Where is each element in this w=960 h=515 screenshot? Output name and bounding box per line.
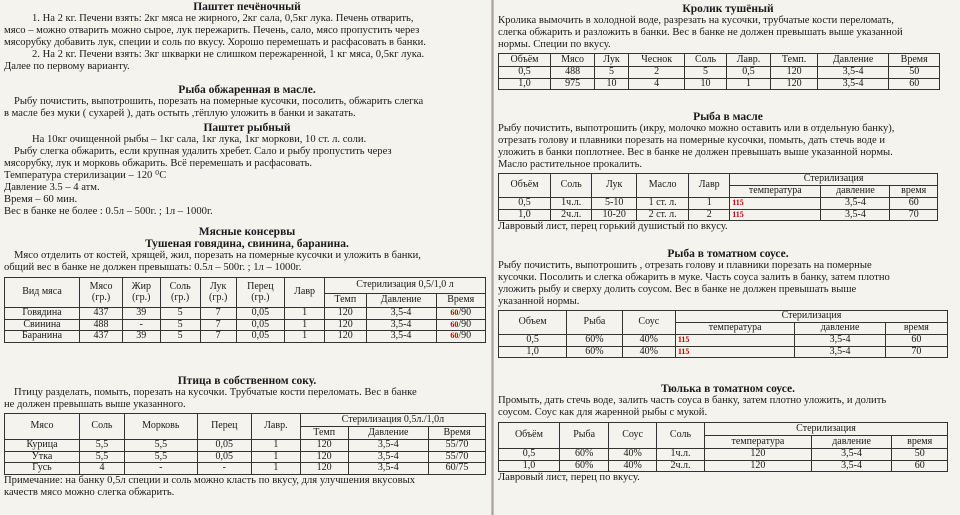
table-cell: 60 [889,78,940,90]
table-cell: 1ч.л. [656,449,704,461]
table-cell: Гусь [5,463,80,475]
table-cell: 1ч.л. [551,198,592,210]
table-cell: 40% [609,449,657,461]
table-cell [436,319,485,331]
printed-value: /90 [458,318,472,330]
table-cell: Утка [5,451,80,463]
table-cell: 5 [160,331,200,343]
table-cell: 3,5-4 [348,440,429,452]
text-line: указанной нормы. [498,296,580,307]
table-cell: 975 [551,78,595,90]
table-cell: 120 [325,319,366,331]
fish-tomato-table [498,310,948,358]
table-cell [436,331,485,343]
handwritten-value: 115 [677,335,690,344]
table-cell: 0,05 [236,308,284,320]
table-cell: 10 [595,78,629,90]
table-cell: 4 [628,78,685,90]
text-line: кусочки. Посолить и слегка обжарить в муке. Часть соуса залить в банку, затем плотно [498,272,890,283]
section-subtitle: Тушеная говядина, свинина, баранина. [145,238,349,250]
sub-header: Давление [348,427,429,440]
sub-header: время [892,436,948,449]
table-cell: 10-20 [592,209,637,221]
table-cell: 1 [285,308,325,320]
col-header: Перец (гр.) [236,278,284,308]
sub-header: температура [705,436,812,449]
col-header: Лавр. [251,414,300,440]
table-cell: 488 [80,319,123,331]
table-cell: 3,5-4 [811,460,892,472]
col-header: Объём [499,174,551,198]
table-cell: 1 [251,440,300,452]
col-header: Соль [685,54,726,67]
table-cell: 5 [160,308,200,320]
table-cell: 3,5-4 [348,463,429,475]
table-cell: 3,5-4 [811,449,892,461]
table-cell: 5,5 [80,440,125,452]
table-cell: 50 [889,67,940,79]
text-line: 1. На 2 кг. Печени взять: 2кг мяса не жирного, 2кг сала, 0,5кг лука. Печень отварить, [32,13,414,24]
table-cell: 437 [80,308,123,320]
col-header: Стерилизация 0,5л./1,0л [300,414,485,427]
table-row [5,440,486,452]
sub-header: давление [795,323,885,335]
col-header: Лавр. [726,54,771,67]
table-cell: 120 [325,331,366,343]
text-line: Рыбу почистить, выпотрошить, порезать на померные кусочки, посолить, обжарить слегка [14,96,424,107]
section-myasnye [4,226,490,343]
sub-header: Темп [325,294,366,308]
table-row [499,78,940,90]
table-cell: 0,05 [236,331,284,343]
note-line: качеств мясо можно слегка обжарить. [4,486,175,498]
section-tyulka [498,383,958,484]
table-cell: 5 [685,67,726,79]
table-cell: 60% [567,335,622,347]
table-cell: 2ч.л. [551,209,592,221]
table-cell: Свинина [5,319,80,331]
text-line: Промыть, дать стечь воде, залить часть соуса в банку, затем плотно уложить, и долить [498,395,887,406]
col-header: Лавр [689,174,730,198]
text-line: Лавровый лист, перец горький душистый по вкусу. [498,221,728,232]
col-header: Чеснок [628,54,685,67]
table-cell: 3,5-4 [795,346,885,358]
col-header: Объем [499,311,567,335]
text-line: отрезать голову и плавники порезать на померные кусочки, помыть, дать стечь воде и [498,135,886,146]
sub-header: Время [429,427,486,440]
col-header: Соль [551,174,592,198]
table-cell: 40% [622,335,675,347]
section-title: Паштет печёночный [193,1,301,13]
sub-header: время [890,186,938,198]
table-cell: 1 ст. л. [637,198,689,210]
col-header: Перец [197,414,251,440]
table-cell: 39 [123,331,160,343]
table-cell: 0,5 [499,335,567,347]
table-row [5,331,486,343]
table-cell: 60/75 [429,463,486,475]
text-line: соусом. Соус как для жаренной рыбы с мукой. [498,407,708,418]
col-header: Объём [499,423,560,449]
text-line: мясорубку, лук и морковь обжарить. Всё перемешать и расфасовать. [4,158,313,169]
text-line: Давление 3.5 – 4 атм. [4,182,100,193]
section-title: Рыба обжаренная в масле. [178,84,316,96]
table-cell: 1 [285,319,325,331]
table-cell: 5,5 [124,440,197,452]
table-cell: 1,0 [499,209,551,221]
table-cell [436,308,485,320]
table-cell: 1 [251,463,300,475]
table-cell: 60% [559,460,608,472]
col-header: Вид мяса [5,278,80,308]
text-line: 2. На 2 кг. Печени взять: 3кг шкварки не слишком пережаренной, 1 кг мяса, 0,5кг лука. [32,49,425,60]
table-cell: 120 [771,67,817,79]
section-title: Мясные консервы [198,226,296,238]
table-cell: - [124,463,197,475]
text-line: Время – 60 мин. [4,194,78,205]
text-line: Лавровый лист, перец по вкусу. [498,472,640,483]
table-cell: Баранина [5,331,80,343]
table-cell: 1 [689,198,730,210]
printed-value: /90 [458,307,472,318]
text-line: Вес в банке не более : 0.5л – 500г. ; 1л – 1000г. [4,206,213,217]
table-cell: 7 [200,308,236,320]
col-header: Лук [592,174,637,198]
text-line: не должен превышать выше указанного. [4,399,186,410]
table-row [499,198,938,210]
sub-header: температура [730,186,821,198]
handwritten-value: 115 [677,346,690,356]
handwritten-value: 60 [450,308,459,317]
text-line: Птицу разделать, помыть, порезать на кусочки. Трубчатые кости переломать. Вес в банке [14,387,417,398]
col-header: Мясо [5,414,80,440]
table-cell: 120 [300,463,348,475]
sub-header: давление [821,186,890,198]
sprat-table [498,422,948,472]
col-header: Жир (гр.) [123,278,160,308]
table-cell [675,346,795,358]
table-cell [730,198,821,210]
table-cell: 488 [551,67,595,79]
section-title: Кролик тушёный [682,3,774,15]
table-cell: 55/70 [429,451,486,463]
col-header: Соль [80,414,125,440]
text-line: Кролика вымочить в холодной воде, разрезать на кусочки, трубчатые кости переломать, [498,15,894,26]
note-line: Примечание: на банку 0,5л специи и соль можно класть по вкусу, для улучшения вкусовых [4,474,415,486]
table-cell: - [197,463,251,475]
sub-header: Темп [300,427,348,440]
table-cell [730,209,821,221]
text-line: Рыбу почистить, выпотрошить , отрезать голову и плавники порезать на померные [498,260,872,271]
table-row [5,308,486,320]
meat-table [4,277,486,343]
col-header: Стерилизация [705,423,948,436]
table-cell: 40% [622,346,675,358]
table-row [5,451,486,463]
text-line: Рыбу почистить, выпотрошить (икру, молочко можно оставить или в отдельную банку), [498,123,895,134]
table-cell: 60% [559,449,608,461]
section-title: Паштет рыбный [203,122,291,134]
text-line: Мясо отделить от костей, хрящей, жил, порезать на померные кусочки и уложить в банки, [14,250,421,261]
table-cell: 3,5-4 [366,331,436,343]
table-cell: 70 [885,346,947,358]
table-cell: 5 [160,319,200,331]
sub-header: Время [436,294,485,308]
sub-header: время [885,323,947,335]
table-row [5,319,486,331]
table-cell: 55/70 [429,440,486,452]
table-cell: 0,05 [236,319,284,331]
table-cell: 120 [705,449,812,461]
table-cell: 2 [628,67,685,79]
col-header: Давление [817,54,889,67]
table-cell: 39 [123,308,160,320]
text-line: Температура стерилизации – 120 ⁰С [4,170,167,181]
sub-header: температура [675,323,795,335]
table-cell: 7 [200,319,236,331]
col-header: Рыба [559,423,608,449]
col-header: Соус [622,311,675,335]
text-line: На 10кг очищенной рыбы – 1кг сала, 1кг лука, 1кг моркови, 10 ст. л. соли. [32,134,367,145]
section-pate-ryb [4,122,490,218]
table-cell: 1 [726,78,771,90]
col-header: Мясо [551,54,595,67]
text-line: слегка обжарить и разложить в банки. Вес в банке не должен превышать выше указанной [498,27,903,38]
table-cell: 3,5-4 [821,209,890,221]
printed-value: /90 [458,330,472,341]
text-line: уложить в банки поплотнее. Вес в банке не должен превышать выше указанной нормы. [498,147,893,158]
table-cell: 1 [251,451,300,463]
section-title: Рыба в томатном соусе. [667,248,789,260]
table-cell: 7 [200,331,236,343]
col-header: Стерилизация [675,311,947,323]
text-line: общий вес в банке не должен превышать: 0.5л – 500г. ; 1л – 1000г. [4,262,302,273]
section-title: Птица в собственном соку. [177,375,317,387]
col-header: Рыба [567,311,622,335]
sub-header: давление [811,436,892,449]
table-cell: 3,5-4 [817,67,889,79]
table-cell: 120 [300,451,348,463]
fish-oil-table [498,173,938,221]
table-cell: 3,5-4 [348,451,429,463]
table-cell: Курица [5,440,80,452]
col-header: Объём [499,54,551,67]
table-cell: 0,5 [499,67,551,79]
handwritten-value: 60 [450,319,459,329]
table-row [499,67,940,79]
table-cell: 0,05 [197,440,251,452]
text-line: мясорубку добавить лук, специи и соль по вкусу. Хорошо перемешать и расфасовать в банки. [4,37,426,48]
table-cell [675,335,795,347]
col-header: Стерилизация 0,5/1,0 л [325,278,486,294]
table-cell: 2ч.л. [656,460,704,472]
table-cell: 60 [892,460,948,472]
col-header: Лук (гр.) [200,278,236,308]
table-row [499,449,948,461]
table-cell: 0,5 [499,198,551,210]
table-cell: 120 [325,308,366,320]
text-line: в масле без муки ( сухарей ), дать остыть ,тёплую уложить в банки и закатать. [4,108,356,119]
section-title: Рыба в масле [693,111,763,123]
col-header: Стерилизация [730,174,938,186]
table-cell: 5,5 [124,451,197,463]
table-cell: 2 ст. л. [637,209,689,221]
section-pate-pechen [4,1,490,73]
section-ryba-v-masle [498,111,958,233]
table-row [499,335,948,347]
table-cell: Говядина [5,308,80,320]
table-cell: 5 [595,67,629,79]
text-line: уложить рыбу и сверху долить соусом. Вес в банке не должен превышать выше [498,284,857,295]
table-cell: 120 [705,460,812,472]
table-cell: 2 [689,209,730,221]
table-cell: 3,5-4 [817,78,889,90]
table-cell: 3,5-4 [366,308,436,320]
table-cell: 50 [892,449,948,461]
table-cell: 40% [609,460,657,472]
table-cell: 0,5 [726,67,771,79]
table-cell: 0,05 [197,451,251,463]
section-title: Тюлька в томатном соусе. [660,383,796,395]
col-header: Лавр [285,278,325,308]
handwritten-value: 115 [732,198,744,207]
table-cell: - [123,319,160,331]
table-row [499,460,948,472]
table-cell: 4 [80,463,125,475]
table-cell: 3,5-4 [366,319,436,331]
table-cell: 60 [890,198,938,210]
col-header: Соус [609,423,657,449]
col-header: Время [889,54,940,67]
sub-header: Давление [366,294,436,308]
table-cell: 5,5 [80,451,125,463]
table-cell: 120 [771,78,817,90]
text-line: Далее по первому варианту. [4,61,130,72]
table-row [5,463,486,475]
table-cell: 3,5-4 [821,198,890,210]
table-cell: 60 [885,335,947,347]
col-header: Морковь [124,414,197,440]
section-ryba-maslo [4,84,490,120]
table-cell: 1,0 [499,460,560,472]
table-row [499,346,948,358]
table-cell: 120 [300,440,348,452]
table-cell: 0,5 [499,449,560,461]
col-header: Темп. [771,54,817,67]
table-cell: 1,0 [499,346,567,358]
text-line: Масло растительное прокалить. [498,159,643,170]
handwritten-value: 60 [450,331,459,340]
col-header: Масло [637,174,689,198]
col-header: Соль (гр.) [160,278,200,308]
table-cell: 437 [80,331,123,343]
handwritten-value: 115 [732,209,744,219]
col-header: Лук [595,54,629,67]
section-ptica [4,375,490,499]
table-cell: 1,0 [499,78,551,90]
table-cell: 70 [890,209,938,221]
section-ryba-tomat [498,248,958,358]
table-cell: 60% [567,346,622,358]
section-krolik [498,3,958,90]
table-row [499,209,938,221]
col-header: Мясо (гр.) [80,278,123,308]
col-header: Соль [656,423,704,449]
poultry-table [4,413,486,475]
text-line: Рыбу слегка обжарить, если крупная удалить хребет. Сало и рыбу пропустить через [14,146,392,157]
rabbit-table [498,53,940,90]
text-line: нормы. Специи по вкусу. [498,39,611,50]
table-cell: 3,5-4 [795,335,885,347]
table-cell: 10 [685,78,726,90]
text-line: мясо – можно отварить можно сырое, лук пережарить. Печень, сало, мясо пропустить через [4,25,420,36]
table-cell: 1 [285,331,325,343]
table-cell: 5-10 [592,198,637,210]
right-page [494,0,960,515]
